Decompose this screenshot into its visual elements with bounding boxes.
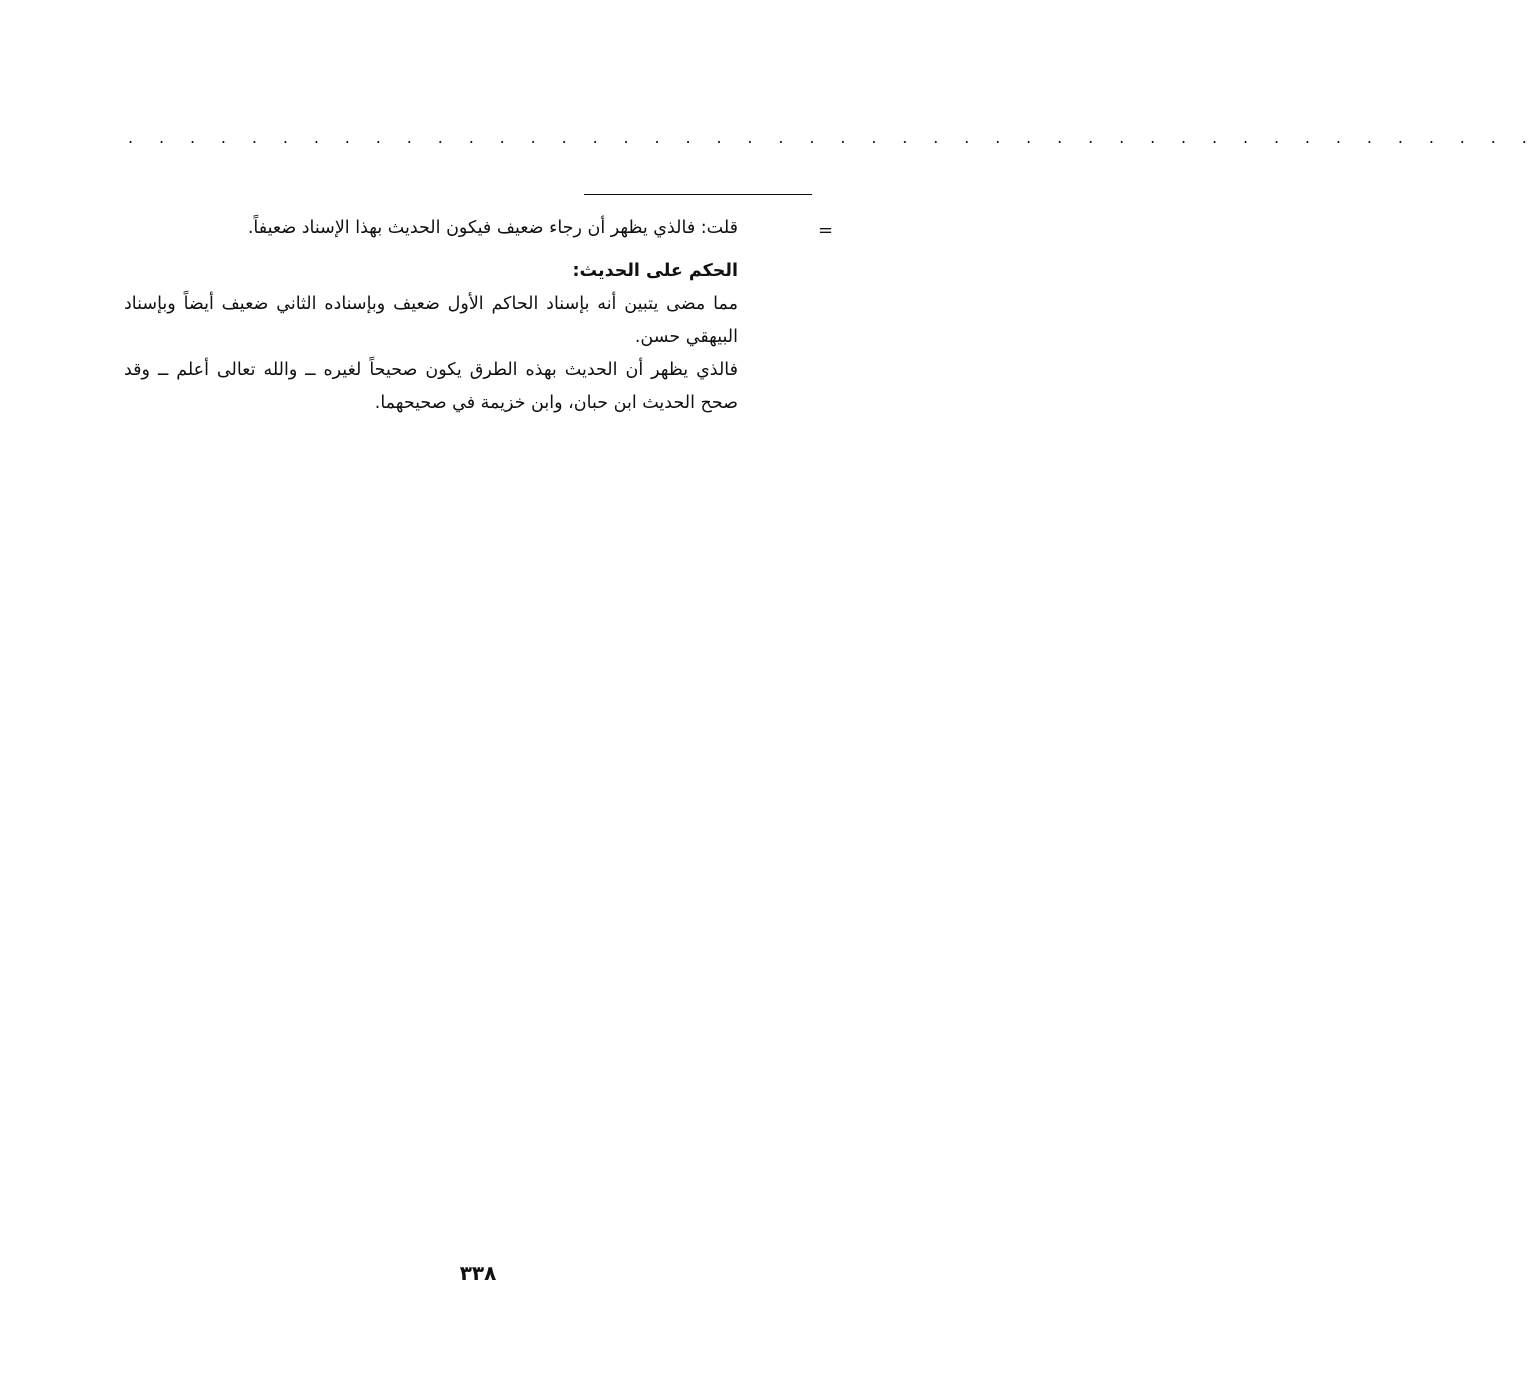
continuation-mark: = <box>818 220 834 241</box>
ruling-paragraph-2: فالذي يظهر أن الحديث بهذه الطرق يكون صحيحاً لغيره ــ والله تعالى أعلم ــ وقد صحح الحديث ابن حبان، وابن خزيمة في صحيحهما. <box>124 360 738 413</box>
page-body <box>124 212 738 420</box>
page-number: ٣٣٨ <box>459 1261 497 1285</box>
footnote-rule <box>584 194 812 195</box>
ruling-paragraph-1: مما مضى يتبين أنه بإسناد الحاكم الأول ضعيف وبإسناده الثاني ضعيف أيضاً وبإسناد البيهقي حسن. <box>124 294 738 347</box>
separator-dots: . . . . . . . . . . . . . . . . . . . . . . . . . . . . . . . . . . . . . . . . . . . . . . <box>128 128 1537 147</box>
footnote-text: قلت: فالذي يظهر أن رجاء ضعيف فيكون الحديث بهذا الإسناد ضعيفاً. <box>247 218 738 238</box>
ruling-heading: الحكم على الحديث: <box>572 261 738 281</box>
